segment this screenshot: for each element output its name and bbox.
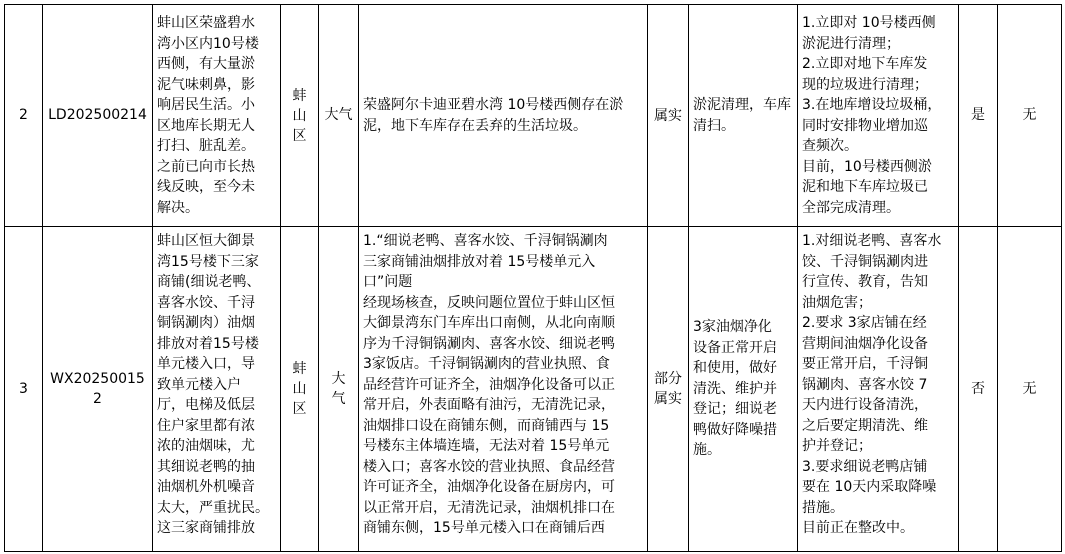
pollution-category: 大气	[319, 5, 359, 227]
accountability-flag: 否	[959, 227, 998, 552]
investigation-finding: 1.“细说老鸭、喜客水饺、千浔铜锅涮肉 三家商铺油烟排放对着 15号楼单元入 口”问题 经现场核查，反映问题位置位于蚌山区恒 大御景湾东门车库出口南侧，从北向南顺 序为千浔铜锅涮肉、喜客水饺、细说老鸭 3家饭店。千浔铜锅涮肉的营业执照、食 品经营许可证齐全，油烟净化设备可以正 常开启，外表面略有油污，无清洗记录， 油烟排口设在商铺东侧，而商铺西与 15 号楼东主体墙连墙，无法对着 15号单元 楼入口；喜客水饺的营业执照、食品经营 许可证齐全，油烟净化设备在厨房内，可 以正常开启，无清洗记录，油烟机排口在 商铺东侧，15号单元楼入口在商铺后西	[359, 227, 648, 552]
case-code: LD202500214	[43, 5, 153, 227]
case-code: WX202500152	[43, 227, 153, 552]
rectification-status: 1.立即对 10号楼西侧 淤泥进行清理； 2.立即对地下车库发 现的垃圾进行清理； 3.在地库增设垃圾桶， 同时安排物业增加巡 查频次。 目前，10号楼西侧淤 泥和地下车库垃圾已 全部完成清理。	[798, 5, 959, 227]
verdict-cell: 部分 属实	[648, 227, 689, 552]
row-number: 3	[5, 227, 43, 552]
handling-measures: 3家油烟净化 设备正常开启 和使用，做好 清洗、维护并 登记；细说老 鸭做好降噪措 施。	[689, 227, 798, 552]
remark: 无	[998, 227, 1062, 552]
handling-measures: 淤泥清理，车库清扫。	[689, 5, 798, 227]
rectification-status: 1.对细说老鸭、喜客水 饺、千浔铜锅涮肉进 行宣传、教育，告知 油烟危害； 2.要求 3家店铺在经 营期间油烟净化设备 要正常开启，千浔铜 锅涮肉、喜客水饺 7 天内进行设备清洗， 之后要定期清洗、维 护并登记； 3.要求细说老鸭店铺 要在 10天内采取降噪 措施。 目前正在整改中。	[798, 227, 959, 552]
district-cell: 蚌 山 区	[281, 5, 319, 227]
complaint-text: 蚌山区荣盛碧水 湾小区内10号楼 西侧，有大量淤 泥气味刺鼻，影 响居民生活。小 区地库长期无人 打扫、脏乱差。 之前已向市长热 线反映，至今未 解决。	[153, 5, 281, 227]
table-row	[5, 5, 1062, 227]
remark: 无	[998, 5, 1062, 227]
complaint-table	[4, 4, 1062, 552]
district-cell: 蚌 山 区	[281, 227, 319, 552]
accountability-flag: 是	[959, 5, 998, 227]
complaint-text: 蚌山区恒大御景 湾15号楼下三家 商铺(细说老鸭、 喜客水饺、千浔 铜锅涮肉）油烟 排放对着15号楼 单元楼入口，导 致单元楼入户 厅，电梯及低层 住户家里都有浓 浓的油烟味，尤 其细说老鸭的抽 油烟机外机噪音 太大，严重扰民。 这三家商铺排放	[153, 227, 281, 552]
row-number: 2	[5, 5, 43, 227]
table-row	[5, 227, 1062, 552]
pollution-category: 大 气	[319, 227, 359, 552]
verdict-cell: 属实	[648, 5, 689, 227]
investigation-finding: 荣盛阿尔卡迪亚碧水湾 10号楼西侧存在淤泥，地下车库存在丢弃的生活垃圾。	[359, 5, 648, 227]
